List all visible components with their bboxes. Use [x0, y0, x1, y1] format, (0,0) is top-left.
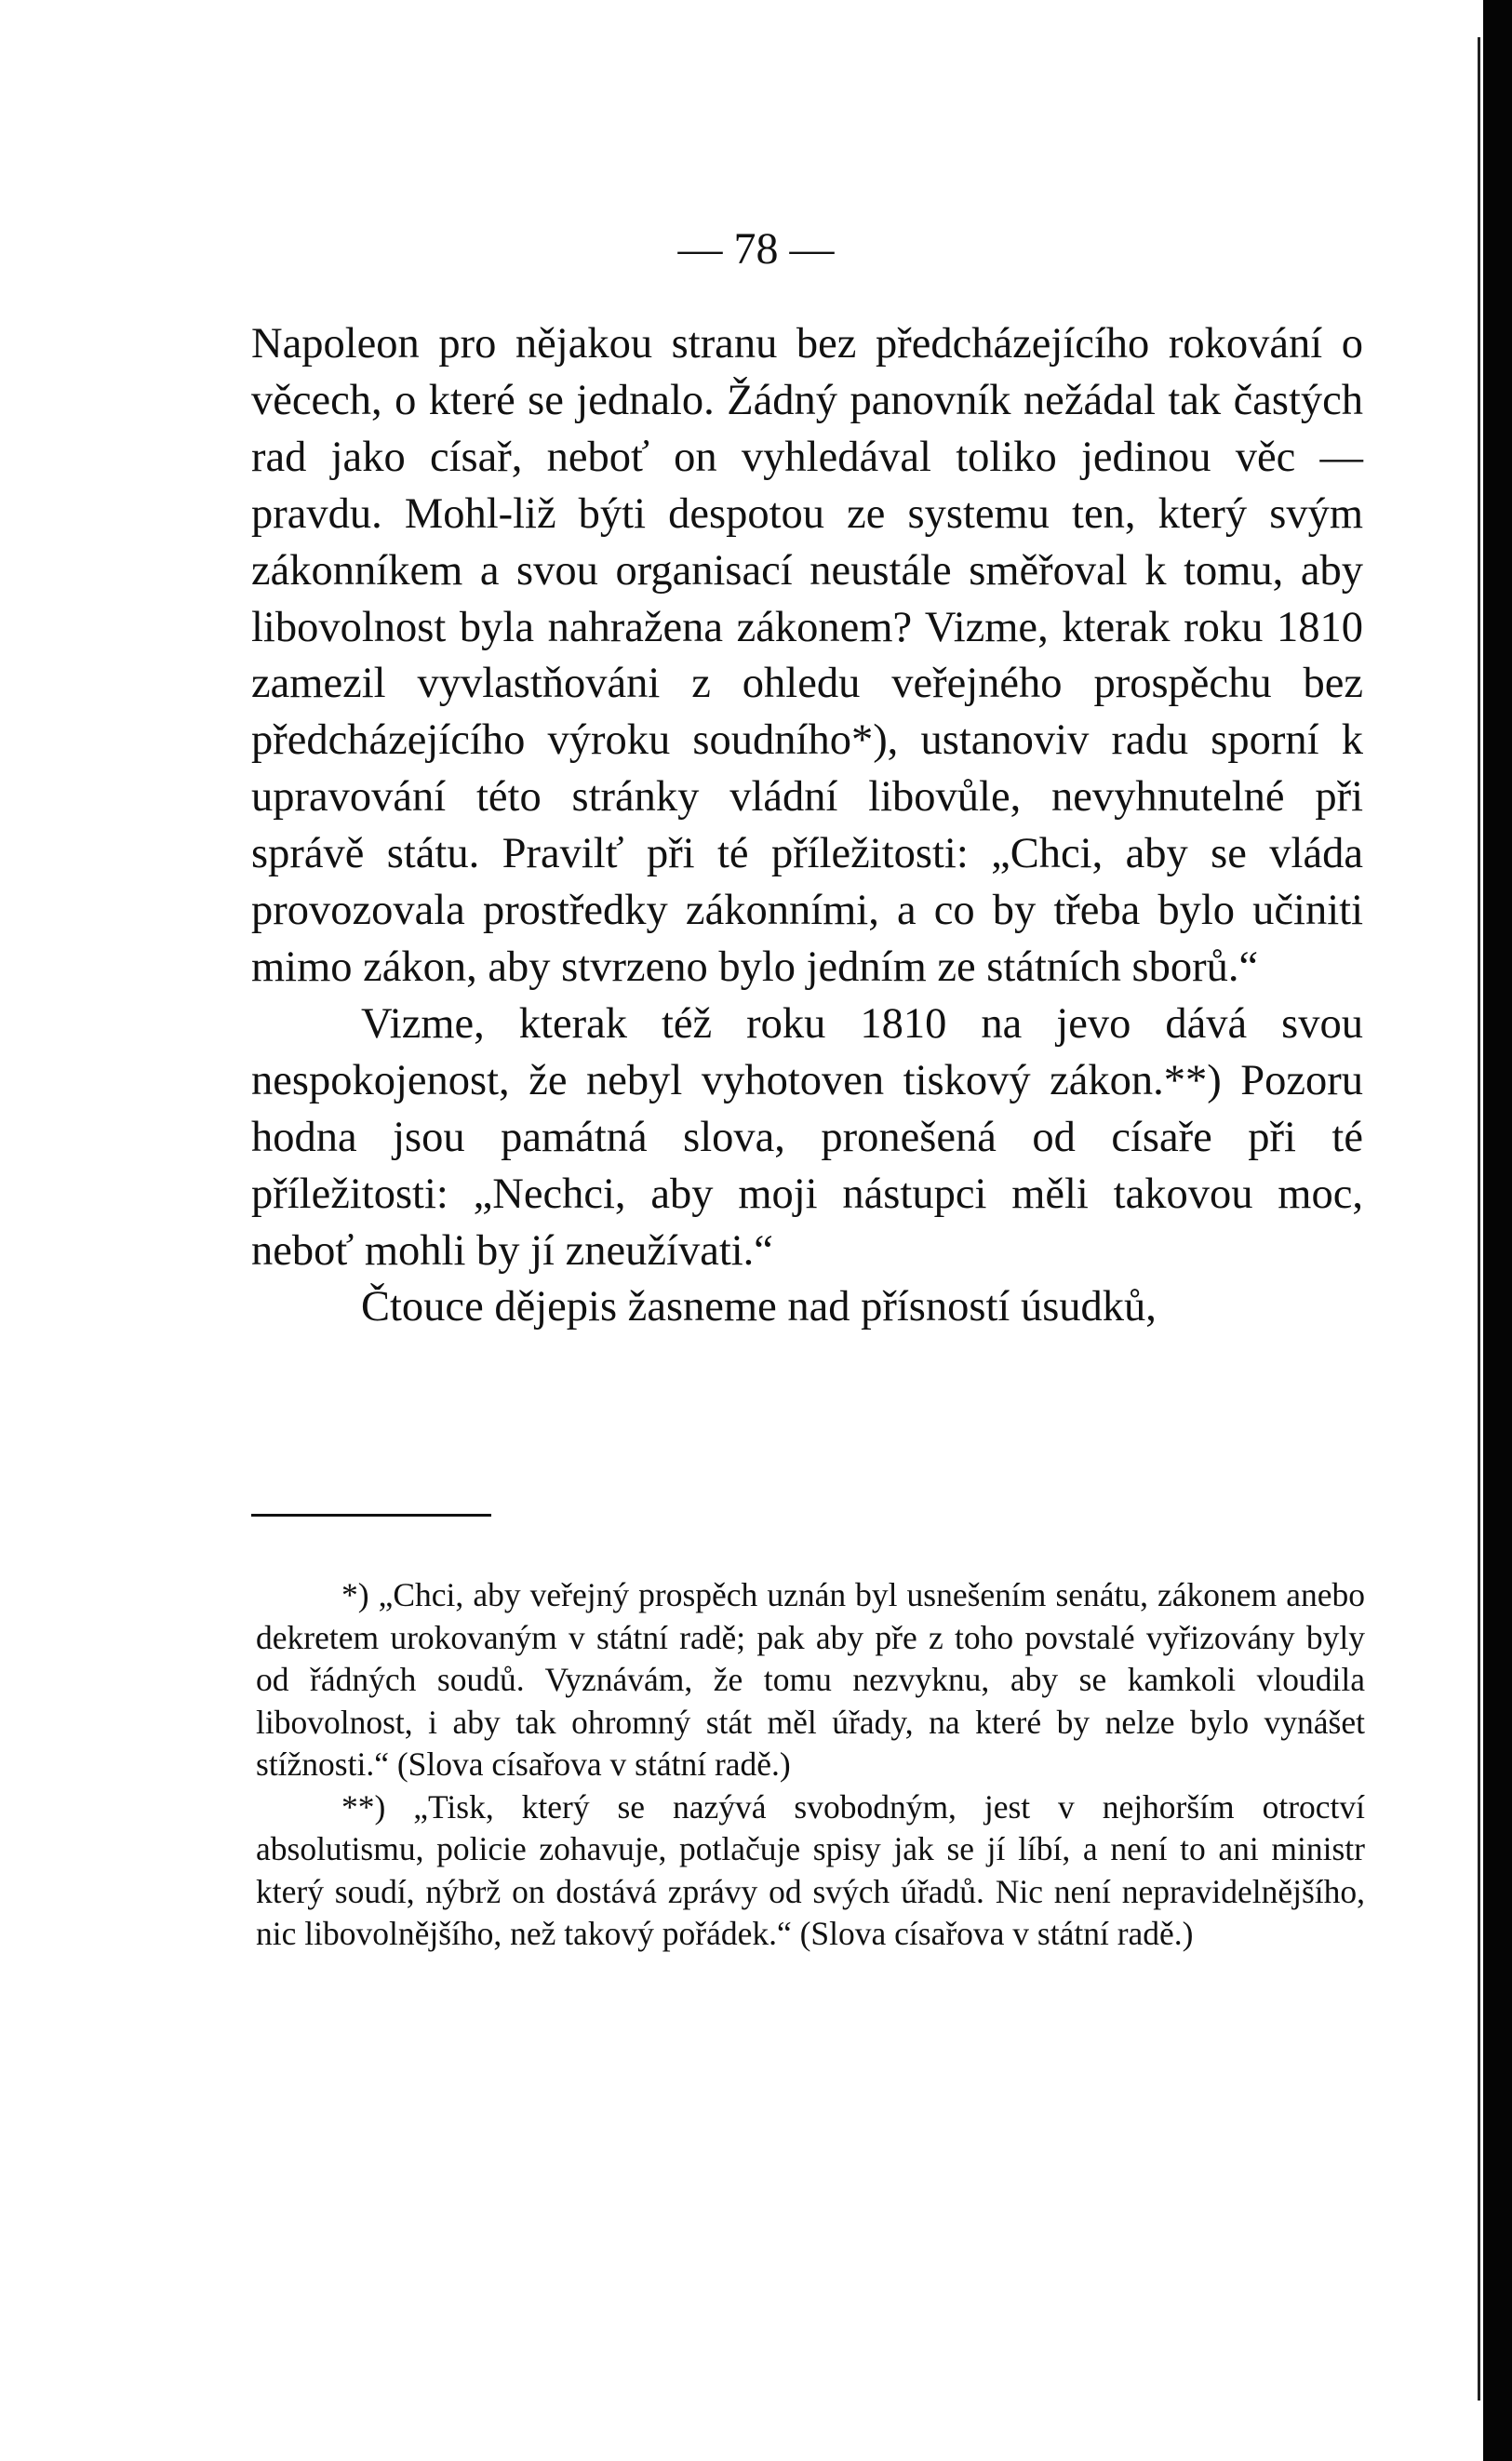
page-edge-line — [1478, 37, 1480, 2401]
footnote: **) „Tisk, který se nazývá svobodným, jest v nejhorším otroctví absolutismu, policie zohavuje, potlačuje spisy jak se jí líbí, a není to ani ministr který soudí, nýbrž on dostává zprávy od svých úřadů. Nic není nepravidelnějšího, nic libovolnějšího, než takový pořádek.“ (Slova císařova v státní radě.) — [256, 1787, 1365, 1952]
footnote: *) „Chci, aby veřejný prospěch uznán byl usnešením senátu, zákonem anebo dekretem urokovaným v státní radě; pak aby pře z toho povstalé vyřizovány byly od řádných soudů. Vyznávám, že tomu nezvyknu, aby se kamkoli vloudila libovolnost, i aby tak ohromný stát měl úřady, na které by nelze bylo vynášet stížnosti.“ (Slova císařova v státní radě.) — [256, 1576, 1365, 1783]
footnotes — [256, 1574, 1365, 1956]
footnote-separator — [251, 1514, 491, 1517]
page-number: — 78 — — [677, 224, 835, 274]
main-text — [251, 316, 1363, 1336]
paragraph: Napoleon pro nějakou stranu bez předcházejícího rokování o věcech, o které se jednalo. Žádný panovník nežádal tak častých rad jako císař, neboť on vyhledával toliko jedinou věc — pravdu. Mohl-liž býti despotou ze systemu ten, který svým zákonníkem a svou organisací neustále směřoval k tomu, aby libovolnost byla nahražena zákonem? Vizme, kterak roku 1810 zamezil vyvlastňováni z ohledu veřejného prospěchu bez předcházejícího výroku soudního*), ustanoviv radu sporní k upravování této stránky vládní libovůle, nevyhnutelné při správě státu. Pravilť při té příležitosti: „Chci, aby se vláda provozovala prostředky zákonními, a co by třeba bylo učiniti mimo zákon, aby stvrzeno bylo jedním ze státních sborů.“ — [251, 320, 1363, 991]
paragraph: Vizme, kterak též roku 1810 na jevo dává svou nespokojenost, že nebyl vyhotoven tiskový zákon.**) Pozoru hodna jsou památná slova, pronešená od císaře při té příležitosti: „Nechci, aby moji nástupci měli takovou moc, neboť mohli by jí zneužívati.“ — [251, 999, 1363, 1275]
paragraph: Čtouce dějepis žasneme nad přísností úsudků, — [361, 1283, 1157, 1331]
